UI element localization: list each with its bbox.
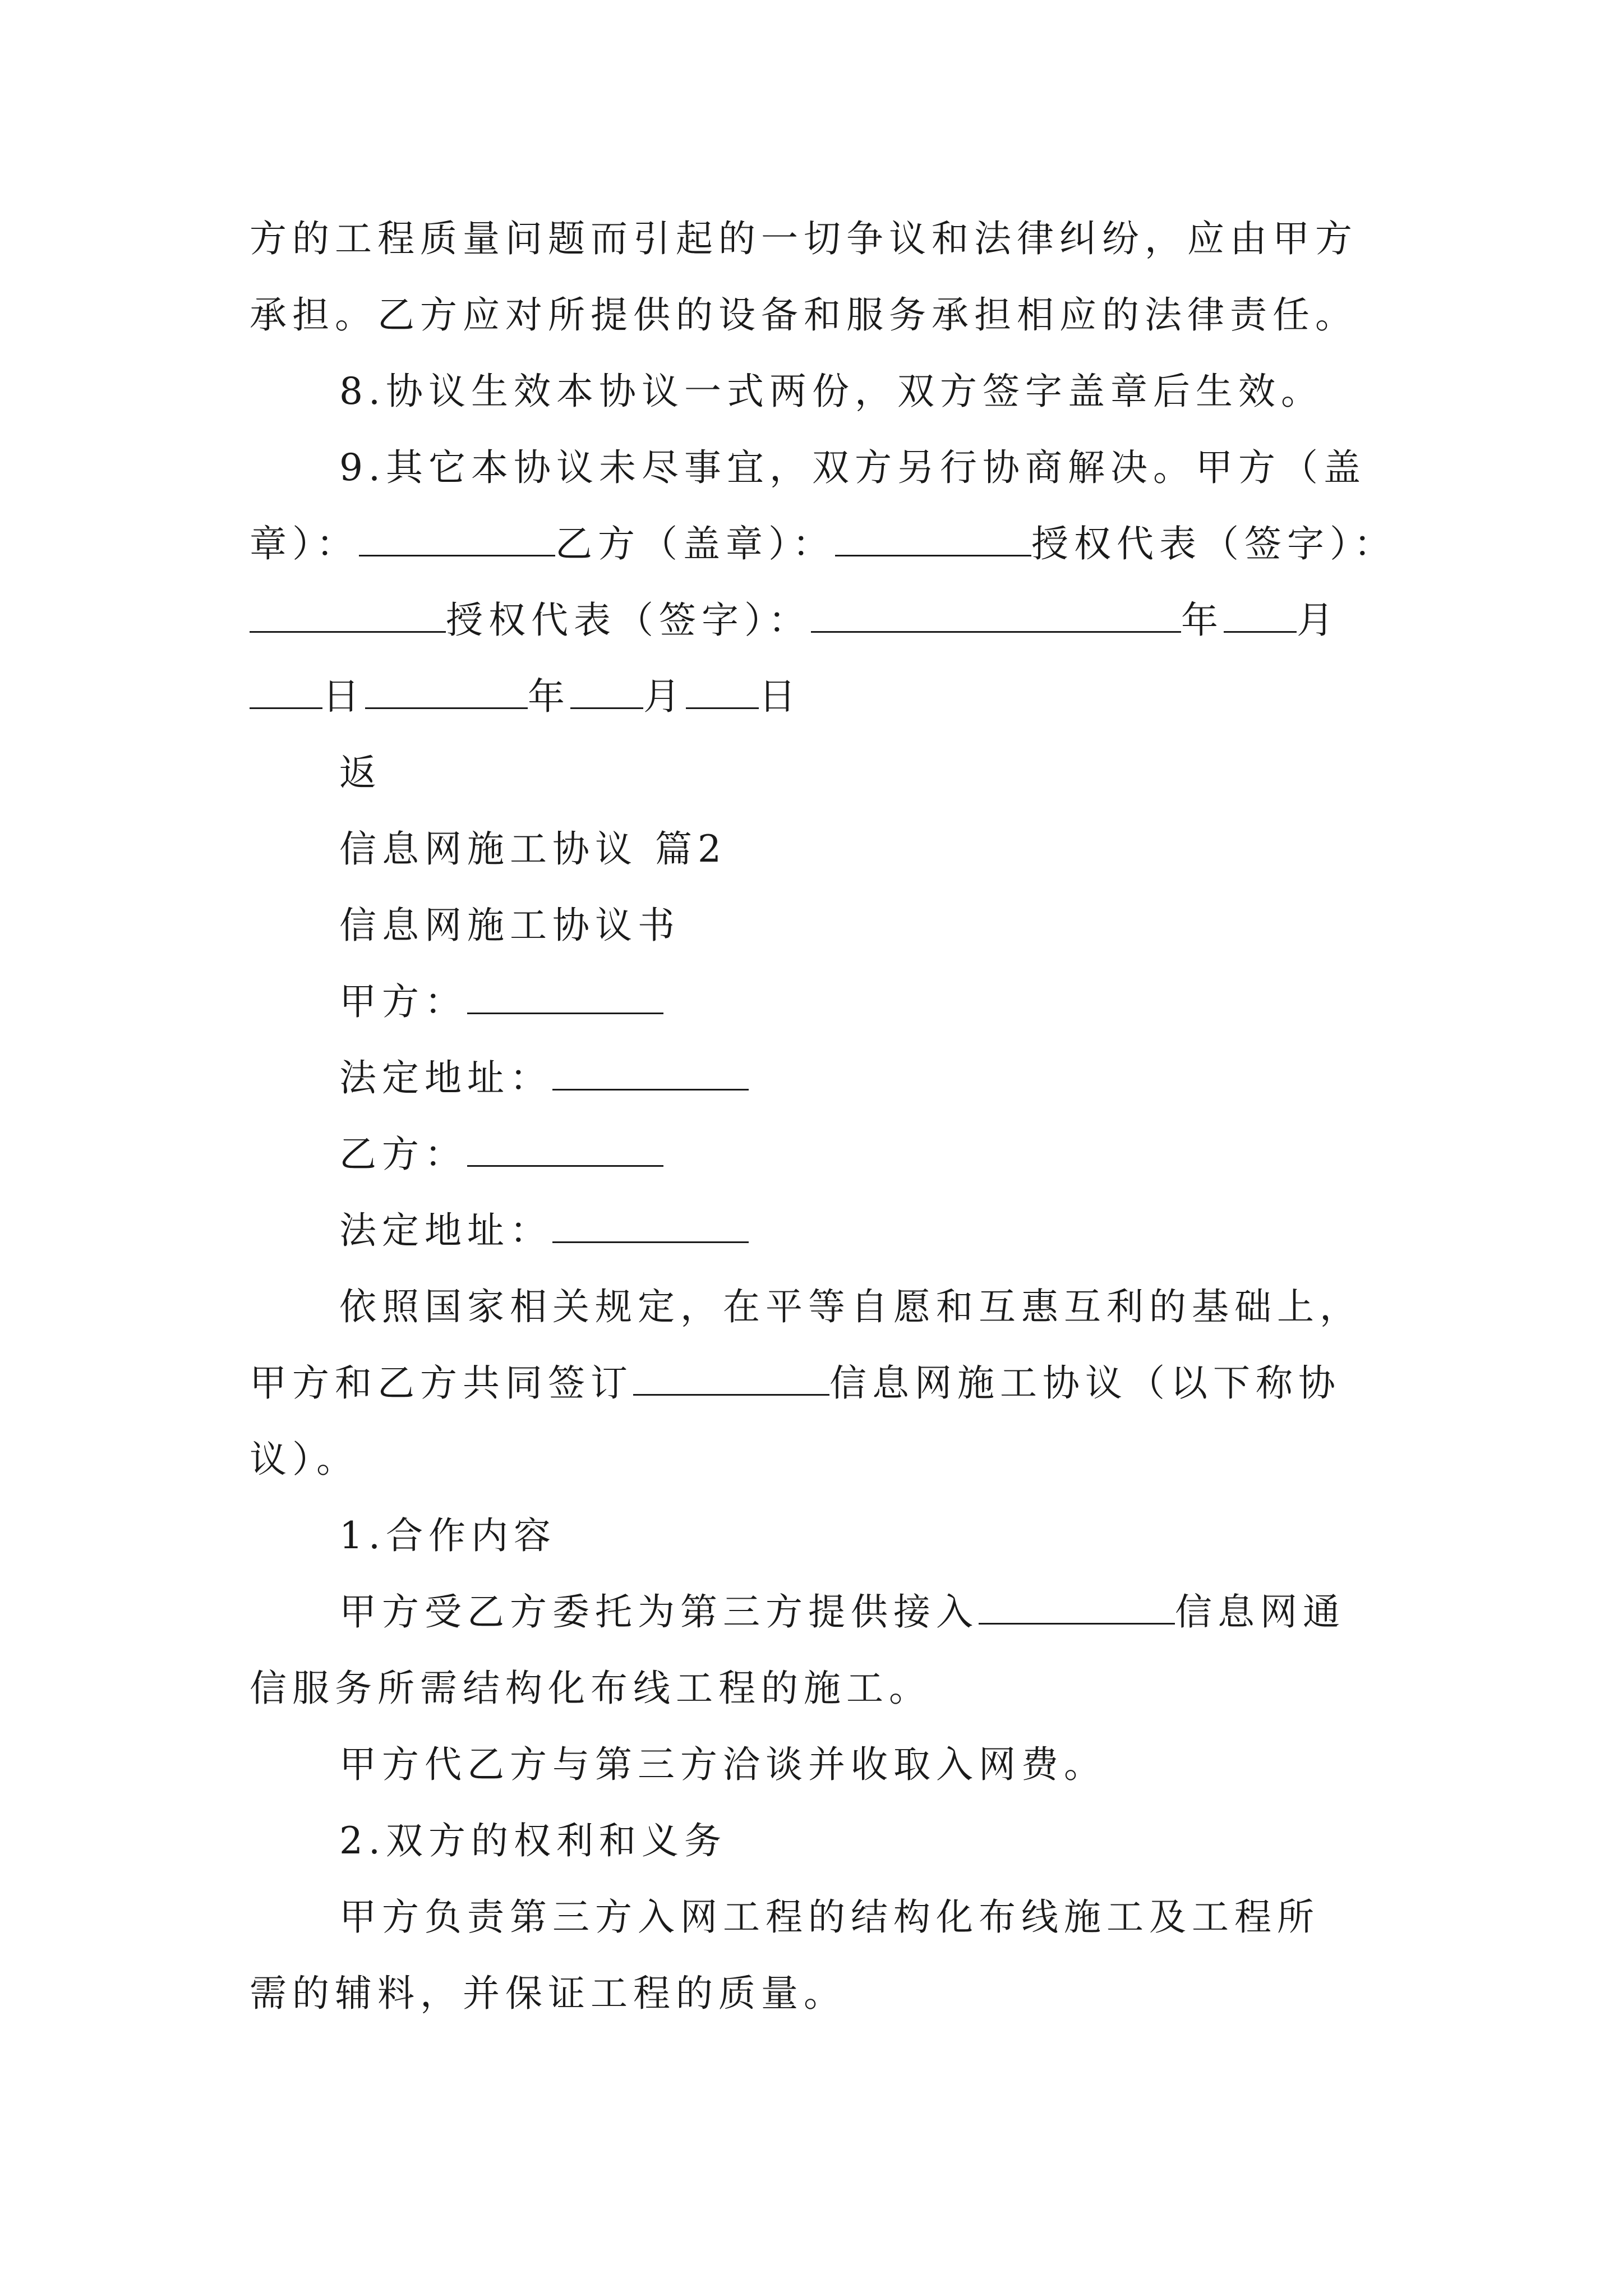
text-segment: 信息网通 (1175, 1590, 1345, 1634)
paragraph-line: 甲方负责第三方入网工程的结构化布线施工及工程所 (339, 1895, 1320, 1939)
party-b-address-field (250, 1193, 1416, 1269)
blank-field[interactable] (633, 1359, 829, 1396)
text-segment: 甲方受乙方委托为第三方提供接入 (339, 1590, 979, 1634)
paragraph-line: 甲方代乙方与第三方洽谈并收取入网费。 (339, 1743, 1106, 1786)
blank-field[interactable] (250, 673, 322, 709)
paragraph-line: 信服务所需结构化布线工程的施工。 (250, 1667, 932, 1710)
date-line (250, 659, 1416, 735)
blank-field[interactable] (250, 596, 446, 633)
date-day-label: 日 (322, 675, 365, 718)
date-year-label: 年 (1181, 599, 1224, 642)
date-month-label: 月 (643, 675, 686, 718)
text-segment: 信息网施工协议（以下称协 (829, 1361, 1341, 1405)
date-year-label: 年 (528, 675, 570, 718)
signature-label-rep: 授权代表（签字）： (446, 599, 811, 642)
blank-field[interactable] (467, 978, 663, 1014)
paragraph-line: 承担。乙方应对所提供的设备和服务承担相应的法律责任。 (250, 293, 1358, 337)
blank-field[interactable] (552, 1054, 749, 1091)
paragraph-line: 依照国家相关规定，在平等自愿和互惠互利的基础上， (339, 1285, 1362, 1328)
blank-field[interactable] (365, 673, 528, 709)
signature-label-rep: 授权代表（签字）： (1031, 522, 1396, 565)
section-heading: 信息网施工协议 篇2 (339, 827, 727, 871)
paragraph-line: 议）。 (250, 1438, 359, 1481)
paragraph-line (250, 1574, 1416, 1650)
document-body (250, 201, 1416, 2032)
date-day-label: 日 (759, 675, 801, 718)
party-a-address-field (250, 1040, 1416, 1116)
seal-label-party-b: 乙方（盖章）： (555, 522, 835, 565)
party-a-label: 甲方： (339, 980, 467, 1023)
address-label: 法定地址： (339, 1056, 552, 1099)
return-link[interactable]: 返 (339, 751, 382, 794)
party-b-label: 乙方： (339, 1133, 467, 1176)
address-label: 法定地址： (339, 1209, 552, 1252)
blank-field[interactable] (570, 673, 643, 709)
blank-field[interactable] (1224, 596, 1297, 633)
seal-label-party-a: 章）： (250, 522, 359, 565)
date-month-label: 月 (1297, 599, 1339, 642)
party-a-field (250, 964, 1416, 1040)
section-heading: 2.双方的权利和义务 (339, 1819, 727, 1862)
paragraph-line: 需的辅料，并保证工程的质量。 (250, 1972, 846, 2015)
signature-line (250, 506, 1416, 582)
document-title: 信息网施工协议书 (339, 904, 680, 947)
section-heading: 1.合作内容 (339, 1514, 556, 1557)
paragraph-line: 方的工程质量问题而引起的一切争议和法律纠纷，应由甲方 (250, 217, 1358, 260)
party-b-field (250, 1116, 1416, 1193)
blank-field[interactable] (979, 1588, 1175, 1625)
blank-field[interactable] (552, 1207, 749, 1243)
blank-field[interactable] (835, 520, 1031, 556)
blank-field[interactable] (359, 520, 555, 556)
signature-line (250, 582, 1416, 659)
clause-8: 8.协议生效本协议一式两份，双方签字盖章后生效。 (339, 370, 1324, 413)
text-segment: 甲方和乙方共同签订 (250, 1361, 633, 1405)
paragraph-line (250, 1345, 1416, 1421)
clause-9: 9.其它本协议未尽事宜，双方另行协商解决。甲方（盖 (339, 446, 1366, 489)
blank-field[interactable] (467, 1130, 663, 1167)
blank-field[interactable] (686, 673, 759, 709)
blank-field[interactable] (811, 596, 1181, 633)
